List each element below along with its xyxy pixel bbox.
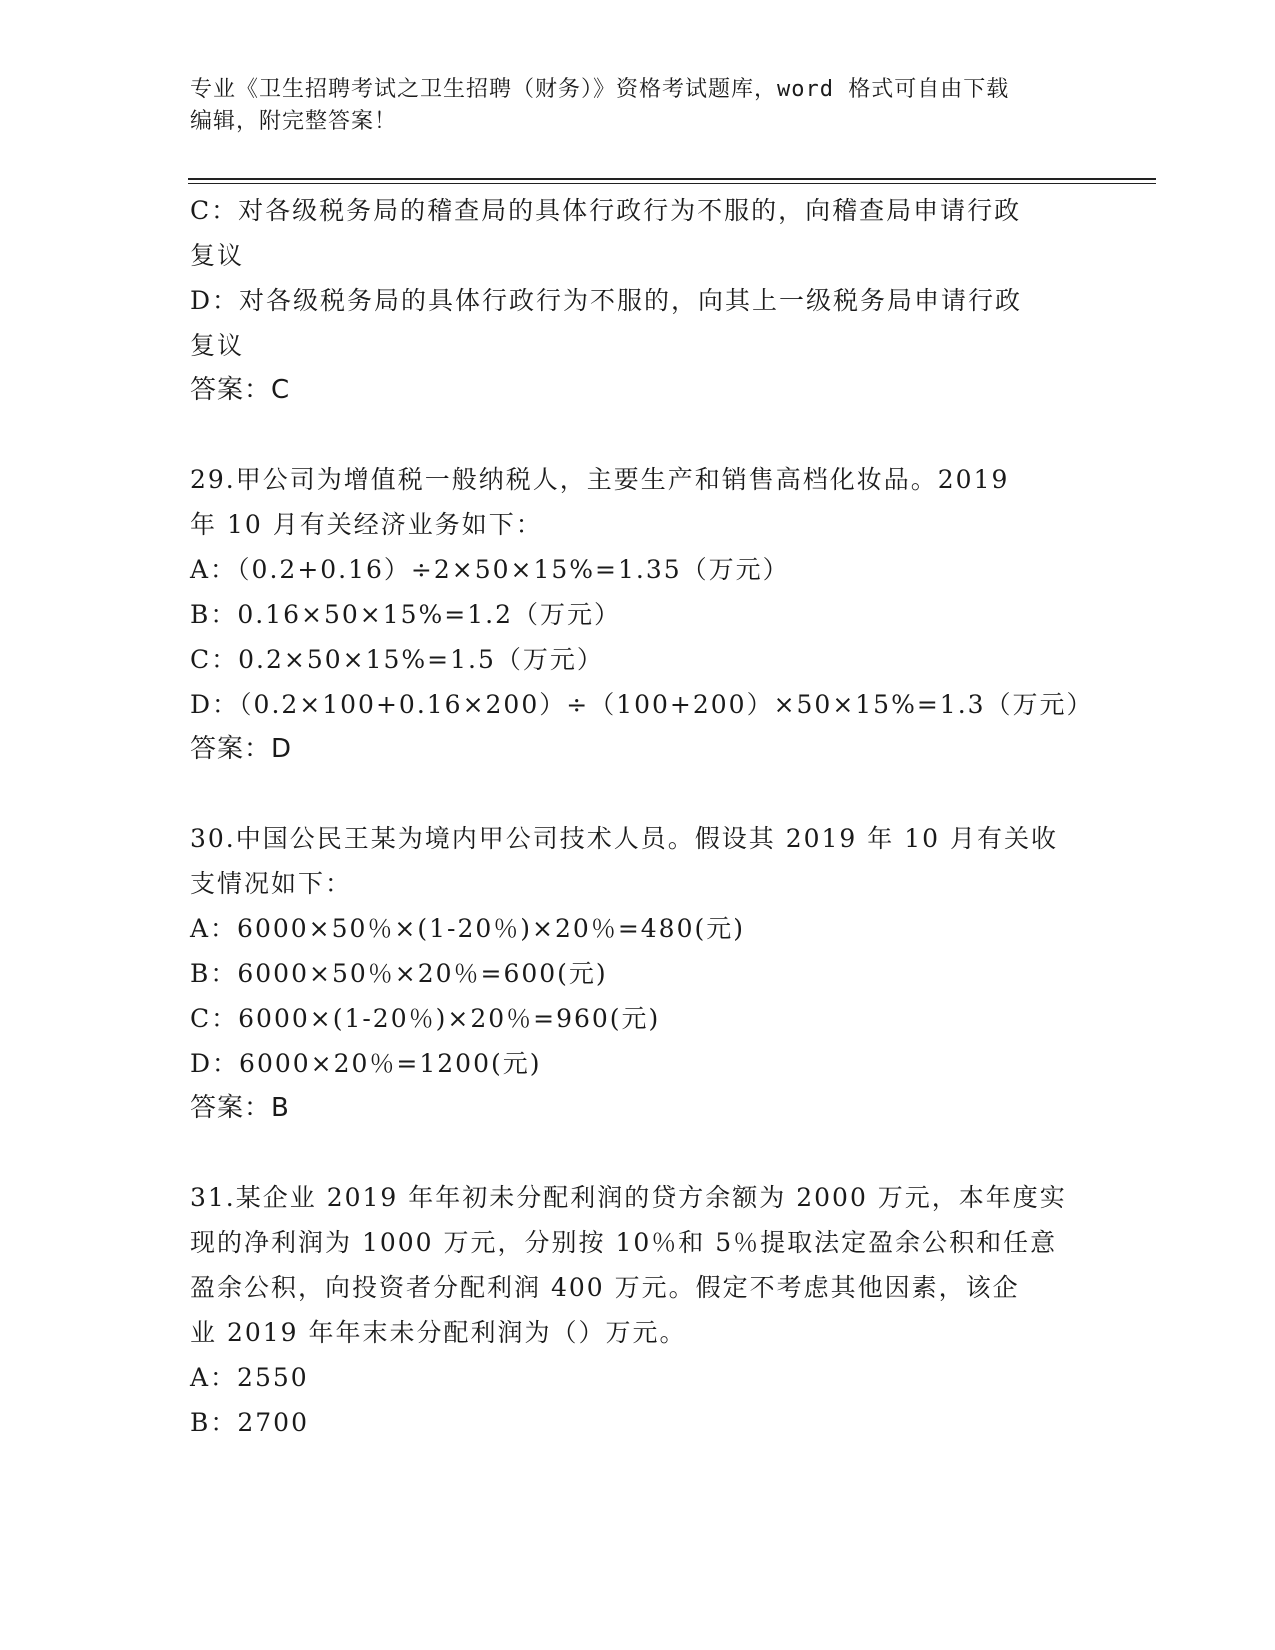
header-divider [188, 178, 1156, 184]
option-c: C：0.2×50×15%=1.5（万元） [190, 645, 604, 674]
page-header [190, 74, 1070, 138]
header-title-line-2: 编辑，附完整答案！ [190, 109, 398, 134]
question-stem-line: 业 2019 年年末未分配利润为（）万元。 [190, 1318, 687, 1347]
option-d: D：6000×20％=1200(元) [190, 1049, 542, 1078]
spacer [190, 772, 1090, 816]
question-stem-line: 年 10 月有关经济业务如下： [190, 510, 543, 539]
question-stem-line: 支情况如下： [190, 869, 353, 898]
option-a: A：6000×50％×(1-20％)×20％=480(元) [190, 914, 745, 943]
option-c-line-2: 复议 [190, 241, 245, 270]
option-b: B：6000×50％×20％=600(元) [190, 959, 608, 988]
question-stem-line: 现的净利润为 1000 万元，分别按 10％和 5％提取法定盈余公积和任意 [190, 1228, 1058, 1257]
option-d: D：（0.2×100+0.16×200）÷（100+200）×50×15%=1.3（万元） [190, 690, 1094, 719]
option-d-line-1: D：对各级税务局的具体行政行为不服的，向其上一级税务局申请行政 [190, 286, 1023, 315]
option-b: B：0.16×50×15%=1.2（万元） [190, 600, 622, 629]
spacer [190, 413, 1090, 457]
question-31 [190, 1175, 1090, 1445]
answer-30: 答案：B [190, 1093, 290, 1123]
question-stem-line: 盈余公积，向投资者分配利润 400 万元。假定不考虑其他因素，该企 [190, 1273, 1020, 1302]
option-c: C：6000×(1-20％)×20％=960(元) [190, 1004, 661, 1033]
option-a: A：（0.2+0.16）÷2×50×15%=1.35（万元） [190, 555, 790, 584]
question-stem-line: 30.中国公民王某为境内甲公司技术人员。假设其 2019 年 10 月有关收 [190, 824, 1058, 853]
option-a: A：2550 [190, 1363, 309, 1392]
question-content [190, 188, 1094, 1445]
question-stem-line: 29.甲公司为增值税一般纳税人，主要生产和销售高档化妆品。2019 [190, 465, 1010, 494]
question-29 [190, 457, 1094, 772]
option-c-line-1: C：对各级税务局的稽查局的具体行政行为不服的，向稽查局申请行政 [190, 196, 1022, 225]
question-30 [190, 816, 1090, 1131]
header-title-line-1: 专业《卫生招聘考试之卫生招聘（财务）》资格考试题库，word 格式可自由下载 [190, 77, 1010, 102]
question-stem-line: 31.某企业 2019 年年初未分配利润的贷方余额为 2000 万元，本年度实 [190, 1183, 1067, 1212]
spacer [190, 1131, 1090, 1175]
answer-28: 答案：C [190, 375, 291, 405]
answer-29: 答案：D [190, 734, 293, 764]
option-d-line-2: 复议 [190, 331, 245, 360]
option-b: B：2700 [190, 1408, 309, 1437]
question-28-continued [190, 188, 1090, 413]
